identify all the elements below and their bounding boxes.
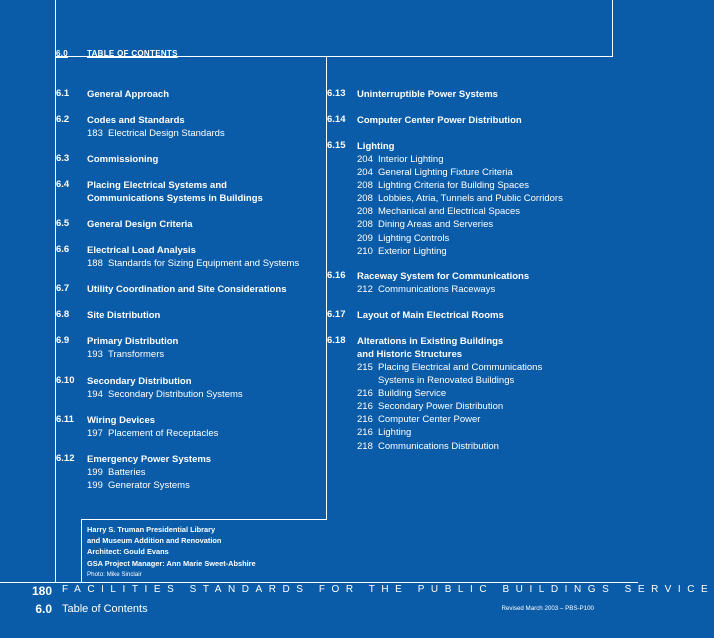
entry-number: 6.9 [56, 335, 70, 346]
entry-number: 6.11 [56, 414, 74, 425]
entry-title: General Design Criteria [87, 219, 193, 230]
section-title: Table of Contents [62, 603, 148, 615]
entry-title: Site Distribution [87, 310, 161, 321]
entry-title: Placing Electrical Systems and [87, 180, 227, 191]
entry-number: 6.18 [327, 335, 346, 346]
entry-number: 6.8 [56, 309, 70, 320]
entry-title: Codes and Standards [87, 115, 185, 126]
entry-title: Raceway System for Communications [357, 271, 530, 282]
entry-number: 6.5 [56, 218, 70, 229]
toc-subentry[interactable]: 208 Lighting Criteria for Building Spaces [357, 180, 530, 192]
entry-title: Emergency Power Systems [87, 454, 212, 465]
caption-line: and Museum Addition and Renovation [87, 536, 222, 546]
toc-subentry[interactable]: 188 Standards for Sizing Equipment and Systems [87, 258, 300, 269]
entry-title: Alterations in Existing Buildings [357, 336, 504, 347]
toc-subentry[interactable]: 216 Secondary Power Distribution [357, 401, 504, 413]
right-margin-rule [612, 0, 613, 56]
toc-subentry[interactable]: 208 Lobbies, Atria, Tunnels and Public Corridors [357, 193, 563, 205]
entry-number: 6.2 [56, 114, 70, 125]
toc-subentry[interactable]: 199 Generator Systems [87, 480, 190, 492]
entry-number: 6.15 [327, 140, 346, 151]
section-number: 6.0 [35, 602, 52, 616]
caption-left-rule [81, 519, 82, 582]
entry-title: General Approach [87, 89, 170, 100]
entry-title: Computer Center Power Distribution [357, 115, 522, 126]
revision-note: Revised March 2003 – PBS-P100 [501, 605, 594, 612]
toc-subentry[interactable]: 212 Communications Raceways [357, 284, 496, 295]
toc-subentry[interactable]: 216 Computer Center Power [357, 414, 481, 426]
entry-number: 6.16 [327, 270, 346, 281]
footer-rule [0, 582, 638, 583]
toc-subentry[interactable]: 218 Communications Distribution [357, 440, 499, 452]
entry-title-line-2: and Historic Structures [357, 349, 463, 360]
toc-subentry[interactable]: 208 Dining Areas and Serveries [357, 219, 494, 231]
entry-number: 6.17 [327, 309, 346, 320]
toc-subentry-continued[interactable]: Systems in Renovated Buildings [378, 375, 515, 387]
toc-header-number: 6.0 [56, 49, 69, 58]
entry-title: Utility Coordination and Site Considerations [87, 284, 287, 295]
entry-number: 6.6 [56, 244, 70, 255]
toc-subentry[interactable]: 193 Transformers [87, 349, 165, 360]
caption-line: Architect: Gould Evans [87, 547, 169, 557]
entry-title: Commissioning [87, 154, 159, 165]
entry-title-line-2: Communications Systems in Buildings [87, 193, 263, 204]
entry-number: 6.12 [56, 453, 75, 464]
entry-title: Secondary Distribution [87, 376, 192, 387]
toc-subentry[interactable]: 216 Building Service [357, 388, 447, 400]
entry-number: 6.3 [56, 153, 70, 164]
toc-subentry[interactable]: 183 Electrical Design Standards [87, 128, 225, 139]
caption-rule [81, 519, 327, 520]
toc-subentry[interactable]: 210 Exterior Lighting [357, 245, 447, 257]
photo-caption [87, 524, 256, 580]
running-title: FACILITIES STANDARDS FOR THE PUBLIC BUILDINGS SERVICE [62, 584, 714, 595]
page-number: 180 [31, 584, 52, 598]
entry-number: 6.14 [327, 114, 346, 125]
toc-subentry[interactable]: 204 Interior Lighting [357, 154, 444, 165]
toc-subentry[interactable]: 199 Batteries [87, 467, 146, 478]
toc-subentry[interactable]: 216 Lighting [357, 427, 412, 439]
entry-number: 6.13 [327, 88, 346, 99]
toc-subentry[interactable]: 197 Placement of Receptacles [87, 428, 219, 439]
toc-subentry[interactable]: 209 Lighting Controls [357, 232, 450, 244]
entry-title: Layout of Main Electrical Rooms [357, 310, 504, 321]
caption-line: Harry S. Truman Presidential Library [87, 525, 216, 534]
toc-header-title: TABLE OF CONTENTS [87, 49, 178, 58]
toc-subentry[interactable]: 204 General Lighting Fixture Criteria [357, 167, 513, 179]
photo-credit: Photo: Mike Sinclair [87, 570, 142, 578]
entry-title: Lighting [357, 141, 395, 152]
entry-title: Electrical Load Analysis [87, 245, 196, 256]
entry-title: Uninterruptible Power Systems [357, 89, 498, 100]
center-rule [326, 56, 327, 520]
entry-number: 6.10 [56, 375, 75, 386]
entry-number: 6.7 [56, 283, 70, 294]
toc-subentry[interactable]: 208 Mechanical and Electrical Spaces [357, 206, 521, 218]
entry-title: Primary Distribution [87, 336, 179, 347]
entry-number: 6.1 [56, 88, 70, 99]
entry-title: Wiring Devices [87, 415, 156, 426]
toc-subentry[interactable]: 194 Secondary Distribution Systems [87, 389, 243, 400]
toc-subentry[interactable]: 215 Placing Electrical and Communications [357, 362, 543, 373]
entry-number: 6.4 [56, 179, 70, 190]
caption-line: GSA Project Manager: Ann Marie Sweet-Abshire [87, 558, 256, 568]
